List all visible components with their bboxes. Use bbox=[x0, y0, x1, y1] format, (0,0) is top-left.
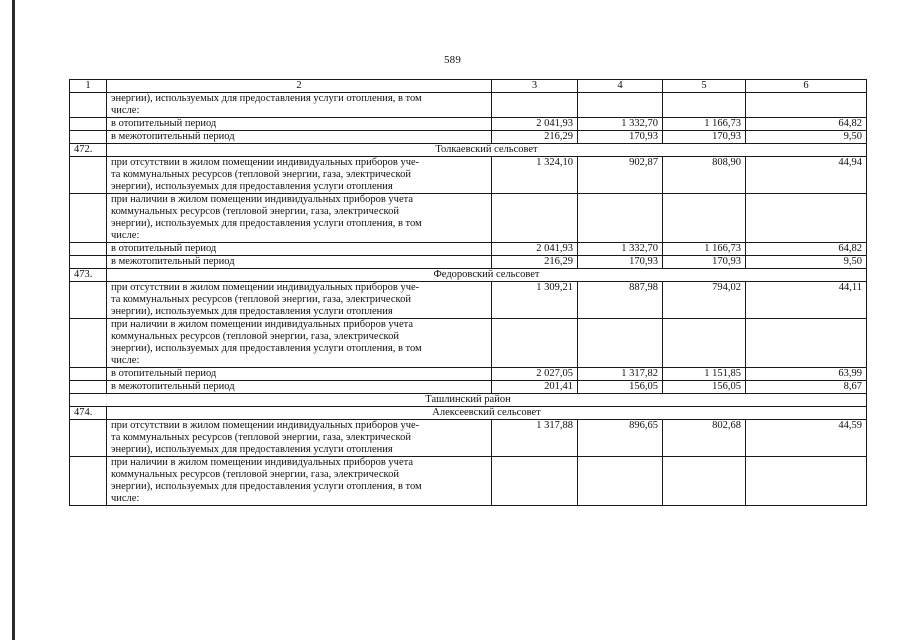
district-title: Ташлинский район bbox=[70, 394, 867, 407]
row-description-text: в межотопительный период bbox=[111, 256, 235, 267]
value-col-3: 201,41 bbox=[492, 381, 578, 394]
row-description-text: в отопительный период bbox=[111, 368, 217, 379]
row-description bbox=[107, 118, 492, 131]
value-col-6: 44,94 bbox=[746, 157, 867, 194]
row-index bbox=[70, 194, 107, 243]
table-row bbox=[70, 157, 867, 194]
value-col-5 bbox=[663, 93, 746, 118]
value-col-3: 2 041,93 bbox=[492, 243, 578, 256]
table-row bbox=[70, 381, 867, 394]
table-row bbox=[70, 131, 867, 144]
value-col-6: 64,82 bbox=[746, 243, 867, 256]
value-col-6: 8,67 bbox=[746, 381, 867, 394]
column-number-2: 2 bbox=[107, 80, 492, 93]
value-col-4 bbox=[578, 194, 663, 243]
column-number-4: 4 bbox=[578, 80, 663, 93]
row-index bbox=[70, 381, 107, 394]
scan-edge-shadow bbox=[12, 0, 15, 640]
value-col-3 bbox=[492, 319, 578, 368]
value-col-4: 170,93 bbox=[578, 131, 663, 144]
row-description-text: в межотопительный период bbox=[111, 131, 235, 142]
section-title: Толкаевский сельсовет bbox=[107, 144, 867, 157]
value-col-4: 1 332,70 bbox=[578, 118, 663, 131]
row-index bbox=[70, 457, 107, 506]
value-col-5: 1 151,85 bbox=[663, 368, 746, 381]
value-col-3 bbox=[492, 457, 578, 506]
column-number-6: 6 bbox=[746, 80, 867, 93]
row-index bbox=[70, 157, 107, 194]
row-index bbox=[70, 93, 107, 118]
column-number-3: 3 bbox=[492, 80, 578, 93]
value-col-6 bbox=[746, 93, 867, 118]
value-col-4: 170,93 bbox=[578, 256, 663, 269]
row-index bbox=[70, 243, 107, 256]
row-description bbox=[107, 457, 492, 506]
table-row bbox=[70, 457, 867, 506]
table-row bbox=[70, 282, 867, 319]
value-col-6 bbox=[746, 319, 867, 368]
row-description-text: при наличии в жилом помещении индивидуальных приборов учета коммунальных ресурсов (тепловой энергии, газа, электрической энергии), используемых для предоставления услуги отопления, в том числе: bbox=[111, 194, 422, 241]
row-description-text: энергии), используемых для предоставления услуги отопления, в том числе: bbox=[111, 93, 422, 116]
value-col-5 bbox=[663, 194, 746, 243]
value-col-3: 216,29 bbox=[492, 256, 578, 269]
section-title: Федоровский сельсовет bbox=[107, 269, 867, 282]
row-index bbox=[70, 282, 107, 319]
value-col-3: 2 027,05 bbox=[492, 368, 578, 381]
value-col-4 bbox=[578, 319, 663, 368]
row-description bbox=[107, 93, 492, 118]
row-description bbox=[107, 194, 492, 243]
row-description-text: при наличии в жилом помещении индивидуальных приборов учета коммунальных ресурсов (тепловой энергии, газа, электрической энергии), используемых для предоставления услуги отопления, в том числе: bbox=[111, 457, 422, 504]
row-index bbox=[70, 118, 107, 131]
value-col-6: 9,50 bbox=[746, 256, 867, 269]
value-col-6: 44,59 bbox=[746, 420, 867, 457]
value-col-4: 1 317,82 bbox=[578, 368, 663, 381]
page-number: 589 bbox=[443, 54, 462, 66]
table-row bbox=[70, 194, 867, 243]
value-col-3 bbox=[492, 93, 578, 118]
value-col-6: 63,99 bbox=[746, 368, 867, 381]
value-col-5 bbox=[663, 319, 746, 368]
value-col-6: 44,11 bbox=[746, 282, 867, 319]
value-col-4 bbox=[578, 93, 663, 118]
value-col-3: 1 324,10 bbox=[492, 157, 578, 194]
table-row bbox=[70, 256, 867, 269]
table-header-row bbox=[70, 80, 867, 93]
row-description bbox=[107, 282, 492, 319]
value-col-5: 808,90 bbox=[663, 157, 746, 194]
row-index bbox=[70, 420, 107, 457]
row-description bbox=[107, 243, 492, 256]
value-col-5: 1 166,73 bbox=[663, 243, 746, 256]
district-row bbox=[70, 394, 867, 407]
value-col-3 bbox=[492, 194, 578, 243]
row-description-text: при отсутствии в жилом помещении индивидуальных приборов уче- та коммунальных ресурсов (тепловой энергии, газа, электрической энергии), используемых для предоставления услуги отопления bbox=[111, 157, 420, 192]
value-col-5: 156,05 bbox=[663, 381, 746, 394]
value-col-4: 902,87 bbox=[578, 157, 663, 194]
value-col-3: 1 317,88 bbox=[492, 420, 578, 457]
section-index: 474. bbox=[70, 407, 107, 420]
value-col-5: 802,68 bbox=[663, 420, 746, 457]
value-col-6 bbox=[746, 194, 867, 243]
value-col-5: 794,02 bbox=[663, 282, 746, 319]
table-row bbox=[70, 93, 867, 118]
row-description bbox=[107, 420, 492, 457]
row-index bbox=[70, 319, 107, 368]
section-index: 473. bbox=[70, 269, 107, 282]
row-index bbox=[70, 131, 107, 144]
value-col-4: 156,05 bbox=[578, 381, 663, 394]
section-row bbox=[70, 407, 867, 420]
section-row bbox=[70, 144, 867, 157]
value-col-5: 170,93 bbox=[663, 131, 746, 144]
value-col-3: 2 041,93 bbox=[492, 118, 578, 131]
value-col-5: 170,93 bbox=[663, 256, 746, 269]
row-description-text: при отсутствии в жилом помещении индивидуальных приборов уче- та коммунальных ресурсов (тепловой энергии, газа, электрической энергии), используемых для предоставления услуги отопления bbox=[111, 420, 420, 455]
table-row bbox=[70, 243, 867, 256]
row-description-text: в межотопительный период bbox=[111, 381, 235, 392]
section-index: 472. bbox=[70, 144, 107, 157]
table-row bbox=[70, 420, 867, 457]
row-description bbox=[107, 157, 492, 194]
table-row bbox=[70, 118, 867, 131]
row-description-text: при наличии в жилом помещении индивидуальных приборов учета коммунальных ресурсов (тепловой энергии, газа, электрической энергии), используемых для предоставления услуги отопления, в том числе: bbox=[111, 319, 422, 366]
column-number-1: 1 bbox=[70, 80, 107, 93]
value-col-4 bbox=[578, 457, 663, 506]
value-col-6: 64,82 bbox=[746, 118, 867, 131]
table-row bbox=[70, 368, 867, 381]
row-description bbox=[107, 381, 492, 394]
row-index bbox=[70, 256, 107, 269]
row-description bbox=[107, 131, 492, 144]
value-col-6: 9,50 bbox=[746, 131, 867, 144]
section-title: Алексеевский сельсовет bbox=[107, 407, 867, 420]
section-row bbox=[70, 269, 867, 282]
row-index bbox=[70, 368, 107, 381]
value-col-4: 896,65 bbox=[578, 420, 663, 457]
row-description-text: при отсутствии в жилом помещении индивидуальных приборов уче- та коммунальных ресурсов (тепловой энергии, газа, электрической энергии), используемых для предоставления услуги отопления bbox=[111, 282, 420, 317]
tariff-table bbox=[69, 79, 867, 506]
row-description bbox=[107, 319, 492, 368]
column-number-5: 5 bbox=[663, 80, 746, 93]
value-col-6 bbox=[746, 457, 867, 506]
row-description bbox=[107, 368, 492, 381]
row-description bbox=[107, 256, 492, 269]
value-col-4: 887,98 bbox=[578, 282, 663, 319]
table-row bbox=[70, 319, 867, 368]
value-col-5: 1 166,73 bbox=[663, 118, 746, 131]
value-col-3: 1 309,21 bbox=[492, 282, 578, 319]
value-col-5 bbox=[663, 457, 746, 506]
value-col-3: 216,29 bbox=[492, 131, 578, 144]
row-description-text: в отопительный период bbox=[111, 118, 217, 129]
value-col-4: 1 332,70 bbox=[578, 243, 663, 256]
row-description-text: в отопительный период bbox=[111, 243, 217, 254]
